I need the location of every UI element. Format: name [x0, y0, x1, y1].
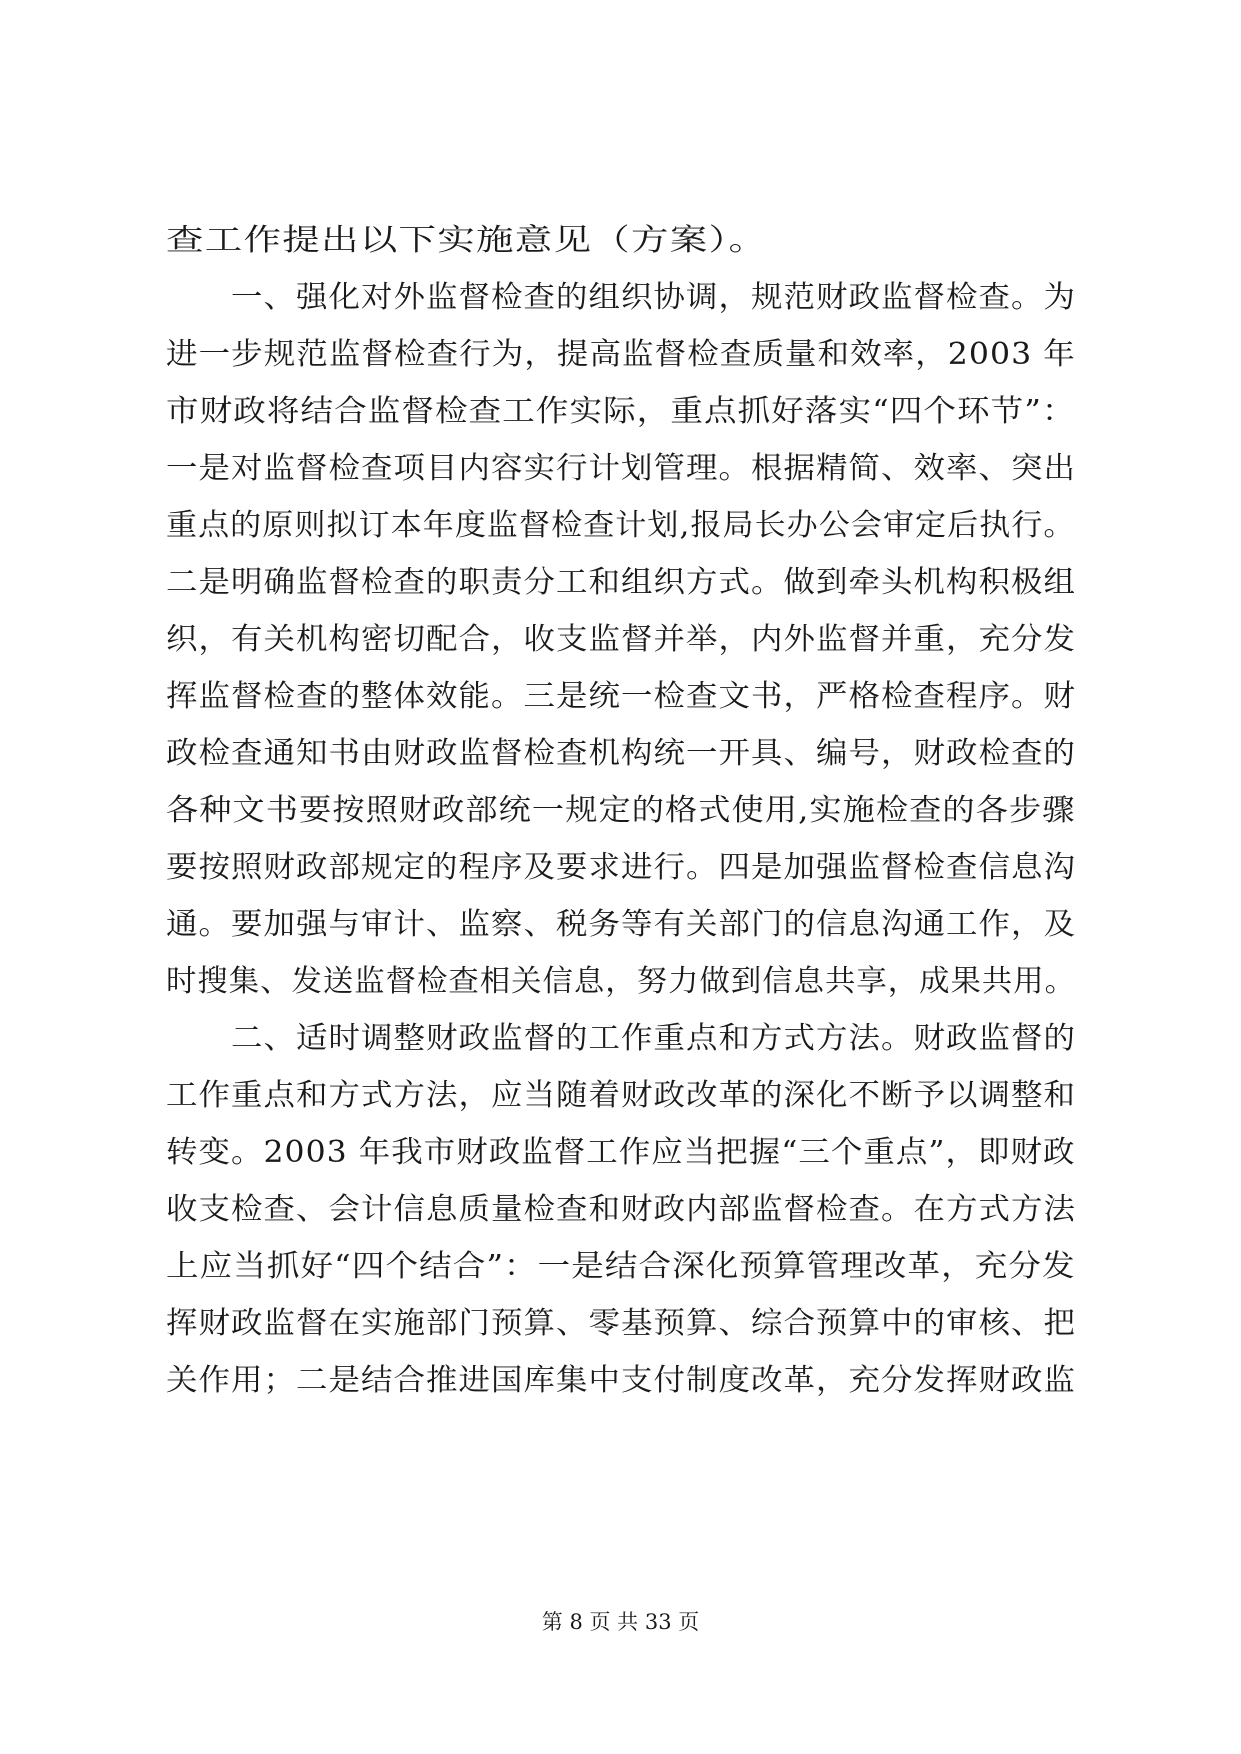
text-line: 时搜集、发送监督检查相关信息，努力做到信息共享，成果共用。 [166, 964, 1076, 999]
text-line: 挥财政监督在实施部门预算、零基预算、综合预算中的审核、把 [166, 1306, 1076, 1341]
text-line: 挥监督检查的整体效能。三是统一检查文书，严格检查程序。财 [166, 679, 1076, 714]
text-line: 二是明确监督检查的职责分工和组织方式。做到牵头机构积极组 [166, 565, 1076, 600]
text-line: 一是对监督检查项目内容实行计划管理。根据精简、效率、突出 [166, 451, 1076, 486]
text-line: 重点的原则拟订本年度监督检查计划,报局长办公会审定后执行。 [166, 508, 1076, 543]
text-line: 政检查通知书由财政监督检查机构统一开具、编号，财政检查的 [166, 736, 1076, 771]
text-line: 转变。2003 年我市财政监督工作应当把握“三个重点”，即财政 [166, 1135, 1076, 1170]
text-line: 市财政将结合监督检查工作实际，重点抓好落实“四个环节”： [166, 394, 1076, 429]
text-line: 一、强化对外监督检查的组织协调，规范财政监督检查。为 [166, 280, 1076, 315]
text-line: 上应当抓好“四个结合”：一是结合深化预算管理改革，充分发 [166, 1249, 1076, 1284]
text-line: 要按照财政部规定的程序及要求进行。四是加强监督检查信息沟 [166, 850, 1076, 885]
text-line: 二、适时调整财政监督的工作重点和方式方法。财政监督的 [166, 1021, 1076, 1056]
text-line: 织，有关机构密切配合，收支监督并举，内外监督并重，充分发 [166, 622, 1076, 657]
text-line: 通。要加强与审计、监察、税务等有关部门的信息沟通工作，及 [166, 907, 1076, 942]
text-line: 收支检查、会计信息质量检查和财政内部监督检查。在方式方法 [166, 1192, 1076, 1227]
text-line: 进一步规范监督检查行为，提高监督检查质量和效率，2003 年 [166, 337, 1076, 372]
text-line: 工作重点和方式方法，应当随着财政改革的深化不断予以调整和 [166, 1078, 1076, 1113]
text-line: 各种文书要按照财政部统一规定的格式使用,实施检查的各步骤 [166, 793, 1076, 828]
page-footer: 第 8 页 共 33 页 [541, 1610, 700, 1634]
text-line: 查工作提出以下实施意见（方案）。 [166, 223, 768, 258]
text-line: 关作用；二是结合推进国库集中支付制度改革，充分发挥财政监 [166, 1363, 1076, 1398]
